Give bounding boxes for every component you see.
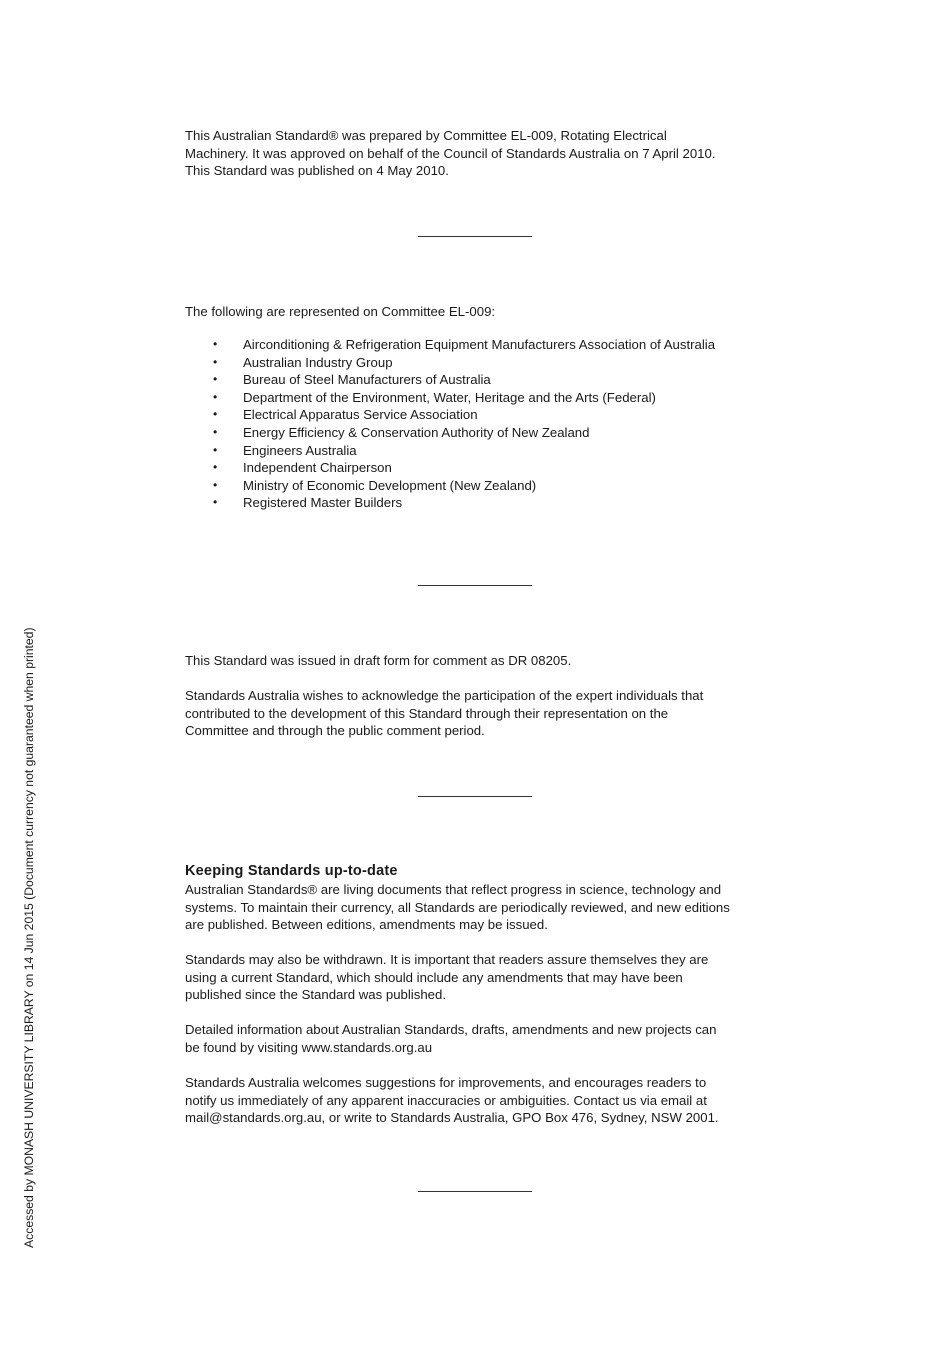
section-divider [418,585,532,586]
bullet-icon: • [213,354,218,369]
committee-member-name: Bureau of Steel Manufacturers of Australia [243,372,491,388]
bullet-icon: • [213,407,218,422]
bullet-icon: • [213,337,218,351]
committee-heading: The following are represented on Committee EL-009: [185,304,496,319]
acknowledgement-paragraph: Standards Australia wishes to acknowledge the participation of the expert individuals that contributed to the development of this Standard through their representation on the Committee and through the public comment period. [185,688,704,739]
bullet-icon: • [213,477,218,492]
bullet-icon: • [213,495,218,510]
bullet-icon: • [213,372,218,387]
keeping-paragraph-contact: Standards Australia welcomes suggestions for improvements, and encourages readers to notify us immediately of any apparent inaccuracies or ambiguities. Contact us via email at mail@standards.org.au, or write to Standards Australia, GPO Box 476, Sydney, NSW 2001. [185,1075,719,1126]
section-divider [418,1191,532,1192]
bullet-icon: • [213,460,218,475]
access-watermark: Accessed by MONASH UNIVERSITY LIBRARY on 14 Jun 2015 (Document currency not guaranteed when printed) [22,627,36,1248]
section-divider [418,796,532,797]
bullet-icon: • [213,424,218,439]
preparation-statement: This Australian Standard® was prepared by Committee EL-009, Rotating Electrical Machinery. It was approved on behalf of the Council of Standards Australia on 7 April 2010. This Standard was published on 4 May 2010. [185,128,716,179]
bullet-icon: • [213,442,218,457]
committee-member-name: Engineers Australia [243,442,357,458]
committee-member-name: Registered Master Builders [243,495,403,511]
committee-member-name: Airconditioning & Refrigeration Equipment Manufacturers Association of Australia [243,337,716,352]
bullet-icon: • [213,389,218,404]
committee-member-name: Department of the Environment, Water, Heritage and the Arts (Federal) [243,389,656,405]
committee-member-item [185,459,785,477]
committee-member-name: Energy Efficiency & Conservation Authority of New Zealand [243,424,590,440]
keeping-paragraph-withdrawn: Standards may also be withdrawn. It is important that readers assure themselves they are using a current Standard, which should include any amendments that may have been published since the Standard was published. [185,952,709,1003]
committee-member-name: Ministry of Economic Development (New Zealand) [243,477,537,493]
committee-member-item [185,336,785,354]
committee-member-item [185,494,785,512]
keeping-paragraph-living-documents: Australian Standards® are living documents that reflect progress in science, technology and systems. To maintain their currency, all Standards are periodically reviewed, and new editions are published. Between editions, amendments may be issued. [185,882,730,933]
committee-member-item [185,406,785,424]
committee-member-name: Australian Industry Group [243,354,393,370]
keeping-standards-heading: Keeping Standards up-to-date [185,863,398,879]
draft-statement: This Standard was issued in draft form for comment as DR 08205. [185,653,572,668]
committee-member-item [185,389,785,407]
keeping-paragraph-information: Detailed information about Australian Standards, drafts, amendments and new projects can be found by visiting www.standards.org.au [185,1022,717,1055]
committee-member-item [185,424,785,442]
committee-member-list [185,336,785,512]
committee-member-item [185,477,785,495]
committee-member-item [185,442,785,460]
committee-member-name: Independent Chairperson [243,460,392,476]
committee-member-item [185,371,785,389]
section-divider [418,236,532,237]
committee-member-name: Electrical Apparatus Service Association [243,407,478,423]
committee-member-item [185,354,785,372]
